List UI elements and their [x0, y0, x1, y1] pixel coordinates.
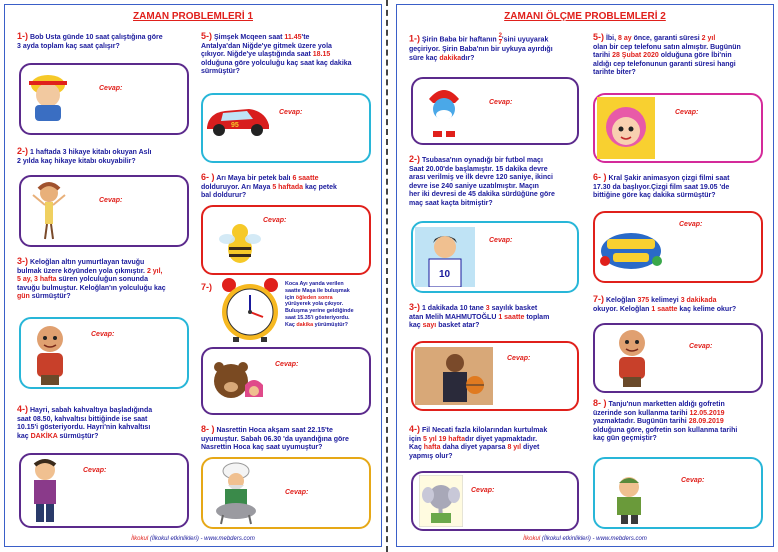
girl-character-image [29, 181, 69, 241]
fraction: $\frac{2}{7}$ [498, 33, 502, 46]
bear-and-girl-image [211, 355, 265, 409]
question-3: 3-) 1 dakikada 10 tane 3 sayılık basket atan Melih MAHMUTOĞLU 1 saatte toplam kaç sayı basket atar? [409, 302, 550, 330]
smurf-character-image [419, 85, 469, 139]
answer-box[interactable]: Cevap: [593, 457, 763, 529]
question-6: 6- ) Arı Maya bir petek balı 6 saatte dolduruyor. Arı Maya 5 haftada kaç petek bal doldurur? [201, 172, 337, 200]
question-4: 4-) Hayri, sabah kahvaltıya başladığında saat 08.50, kahvaltısı bittiğinde ise saat 10.15'i gösteriyordu. Hayri'nin kahvaltısı kaç DAKİKA sürmüştür? [17, 404, 153, 440]
answer-box[interactable]: Cevap: [19, 317, 189, 389]
girl-cartoon-image [597, 97, 655, 159]
answer-box[interactable]: Cevap: [411, 471, 579, 531]
answer-box[interactable]: Cevap: [201, 205, 371, 275]
worksheet-left [4, 4, 382, 547]
footer: İlkokul (İlkokul etkinlikleri) - www.mebders.com [131, 536, 255, 542]
question-8: 8- ) Nasrettin Hoca akşam saat 22.15'te uyumuştur. Sabah 06.30 'da uyandığına göre Nasrettin Hoca kaç saat uyumuştur? [201, 424, 349, 452]
answer-box[interactable]: Cevap: [201, 457, 371, 529]
question-2: 2-) 1 haftada 3 hikaye kitabı okuyan Aslı 2 yılda kaç hikaye kitabı okuyabilir? [17, 146, 152, 165]
nasreddin-hoca-image [211, 461, 261, 525]
answer-box[interactable]: Cevap: [411, 341, 579, 411]
footer: İlkokul (İlkokul etkinlikleri) - www.mebders.com [523, 536, 647, 542]
question-1: 1-) Şirin Baba bir haftanın $\frac{2}{7}$ 'sini uyuyarak geçiriyor. Şirin Baba'nın bir uykuya ayırdığı süre kaç dakikadır? [409, 33, 553, 62]
answer-box[interactable]: Cevap: [19, 453, 189, 528]
question-5: 5-) Şimşek Mcqeen saat 11.45'te Antalya'dan Niğde'ye gitmek üzere yola çıkıyor. Niğde'ye ulaştığında saat 18.15 olduğuna göre yolculuğu kaç saat kaç dakika sürmüştür? [201, 31, 352, 76]
worksheet-right [396, 4, 774, 547]
answer-box[interactable]: Cevap: [19, 63, 189, 135]
alarm-clock-image [219, 277, 281, 343]
question-7: 7-) [201, 282, 212, 292]
bee-character-image [215, 219, 265, 269]
question-3: 3-) Keloğlan altın yumurtlayan tavuğu bulmak üzere köyünden yola çıkmıştır. 2 yıl, 5 ay, 3 hafta süren yolculuğun sonunda tavuğu bulmuştur. Keloğlan'ın yolculuğu kaç gün sürmüştür? [17, 256, 166, 301]
animation-logo-image [599, 227, 663, 273]
answer-box[interactable]: Cevap: [593, 211, 763, 283]
question-4: 4-) Fil Necati fazla kilolarından kurtulmak için 5 yıl 19 haftadır diyet yapmaktadır. Kaç hafta daha diyet yaparsa 8 yıl diyet yapmış olur? [409, 424, 548, 460]
answer-box[interactable]: Cevap: [201, 93, 371, 163]
elephant-character-image [419, 475, 463, 527]
question-7: 7-) Keloğlan 375 kelimeyi 3 dakikada okuyor. Keloğlan 1 saatte kaç kelime okur? [593, 294, 737, 313]
boy-character-image [25, 457, 65, 525]
football-player-image [415, 227, 475, 287]
basketball-player-image [415, 347, 493, 405]
answer-box[interactable]: Cevap: [593, 93, 763, 163]
question-5: 5-) İbi, 8 ay önce, garanti süresi 2 yıl olan bir cep telefonu satın almıştır. Bugünün tarihi 28 Şubat 2020 olduğuna göre İbi'nin aldığı cep telefonunun garanti süresi hangi tarihte biter? [593, 32, 741, 77]
answer-box[interactable]: Cevap: [19, 175, 189, 247]
question-1: 1-) Bob Usta günde 10 saat çalıştığına göre 3 ayda toplam kaç saat çalışır? [17, 31, 163, 50]
keloglan-character-image [607, 327, 657, 389]
question-8: 8- ) Tanju'nun marketten aldığı gofretin üzerinde son kullanma tarihi 12.05.2019 yazmaktadır. Bugünün tarihi 28.09.2019 olduğuna göre, gofretin son kullanma tarihi kaç gün geçmiştir? [593, 398, 738, 443]
question-7-text: Koca Ayı yanda verilen saatte Maşa ile buluşmak için öğleden sonra yürüyerek yola çıkıyor. Buluşma yerine geldiğinde saat 15.35'i gösteriyordu. Kaç dakika yürümüştür? [285, 281, 354, 328]
answer-box[interactable]: Cevap: [201, 347, 371, 415]
boy-with-snack-image [605, 475, 653, 525]
svg-text:95: 95 [231, 122, 239, 129]
answer-box[interactable]: Cevap: [593, 323, 763, 393]
question-6: 6- ) Kral Şakir animasyon çizgi filmi saat 17.30 da başlıyor.Çizgi film saat 19.05 'de bittiğine göre kaç dakika sürmüştür? [593, 172, 730, 200]
worksheet-title: ZAMANI ÖLÇME PROBLEMLERİ 2 [504, 11, 666, 22]
svg-text:10: 10 [439, 269, 451, 280]
cut-line [386, 0, 388, 552]
keloglan-character-image [27, 323, 73, 385]
worksheet-title: ZAMAN PROBLEMLERİ 1 [133, 11, 253, 22]
answer-box[interactable]: Cevap: [411, 221, 579, 293]
question-2: 2-) Tsubasa'nın oynadığı bir futbol maçı Saat 20.00'de başlamıştır. 15 dakika devre arası verilmiş ve ilk devre 120 saniye, ikinci devre ise 240 saniye uzatılmıştır. Maçın her iki devresi de 45 dakika sürdüğüne göre maç saat kaçta bitmiştir? [409, 154, 555, 207]
builder-character-image [25, 71, 71, 121]
answer-box[interactable]: Cevap: [411, 77, 579, 145]
race-car-image [203, 99, 273, 139]
